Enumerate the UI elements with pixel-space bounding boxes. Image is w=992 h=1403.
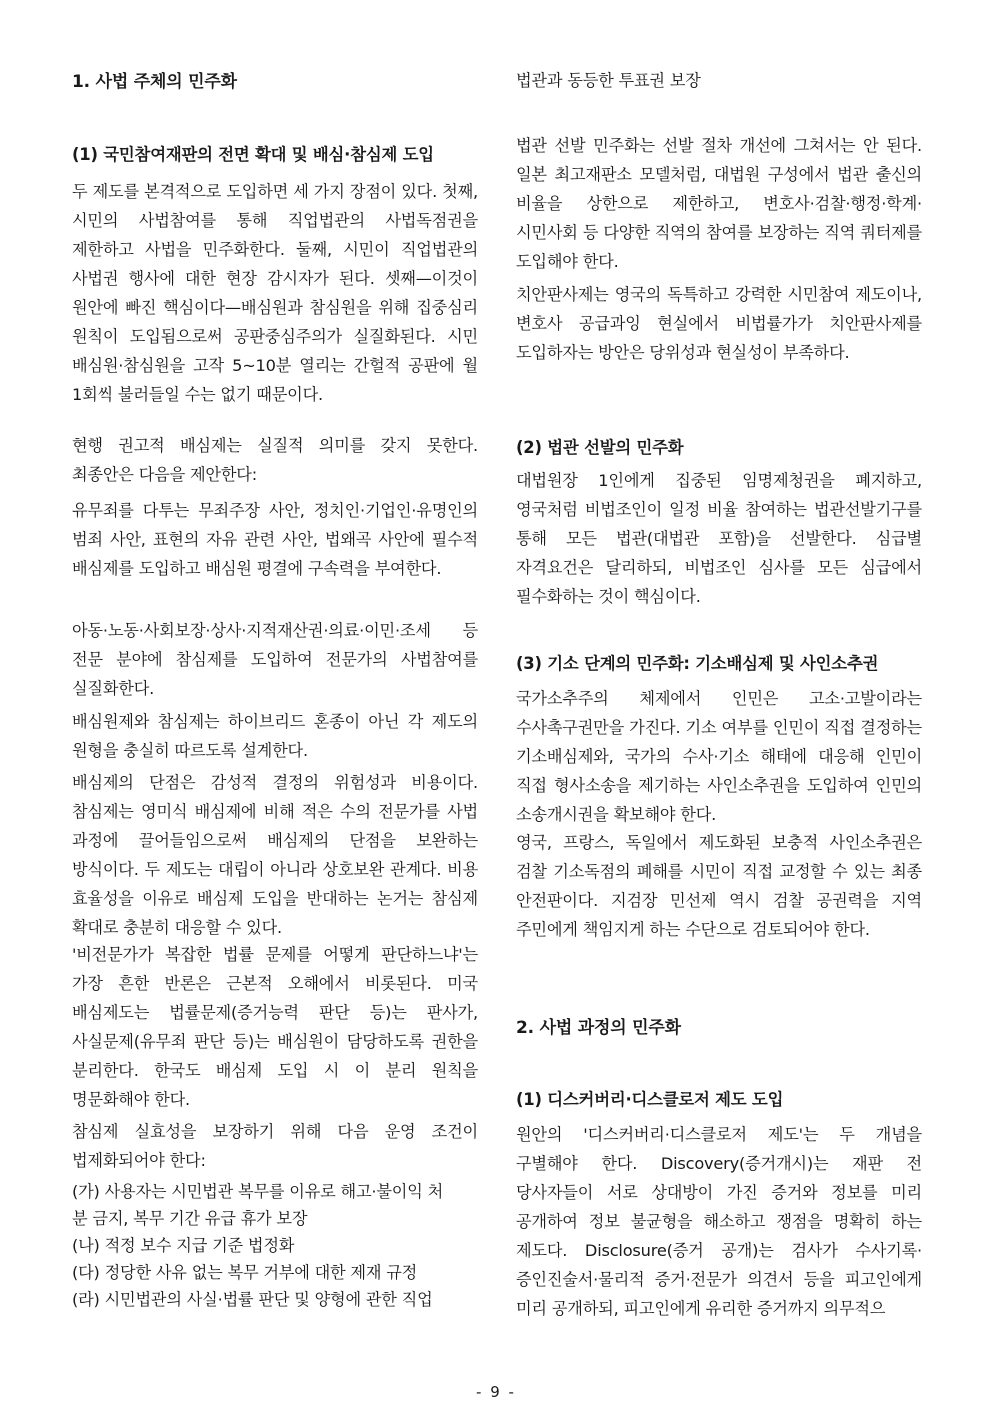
paragraph: 법관 선발 민주화는 선발 절차 개선에 그쳐서는 안 된다. 일본 최고재판소 모델처럼, 대법원 구성에서 법관 출신의 비율을 상한으로 제한하고, 변호사·검찰·행정·학계·시민사회 등 다양한 직역의 참여를 보장하는 직역 쿼터제를 도입해야 한다. (516, 136, 922, 271)
paragraph: 현행 권고적 배심제는 실질적 의미를 갖지 못한다. 최종안은 다음을 제안한다: (72, 436, 478, 484)
list-item: (가) 사용자는 시민법관 복무를 이유로 해고·불이익 처 (72, 1182, 444, 1201)
list-item: 분 금지, 복무 기간 유급 휴가 보장 (72, 1209, 308, 1228)
paragraph: 배심원제와 참심제는 하이브리드 혼종이 아닌 각 제도의 원형을 충실히 따르도록 설계한다. (72, 712, 478, 760)
paragraph: 두 제도를 본격적으로 도입하면 세 가지 장점이 있다. 첫째, 시민의 사법참여를 통해 직업법관의 사법독점권을 제한하고 사법을 민주화한다. 둘째, 시민이 직업법관의 사법권 행사에 대한 현장 감시자가 된다. 셋째—이것이 원안에 빠진 핵심이다—배심원과 참심원을 위해 집중심리 원칙이 도입됨으로써 공판중심주의가 실질화된다. 시민 배심원·참심원을 고작 5~10분 열리는 간헐적 공판에 월 1회씩 불러들일 수는 없기 때문이다. (72, 182, 478, 404)
subsection-3-heading: (3) 기소 단계의 민주화: 기소배심제 및 사인소추권 (516, 654, 879, 673)
subsection-4-heading: (1) 디스커버리·디스클로저 제도 도입 (516, 1090, 784, 1109)
list-item: (다) 정당한 사유 없는 복무 거부에 대한 제재 규정 (72, 1263, 418, 1282)
paragraph: 대법원장 1인에게 집중된 임명제청권을 폐지하고, 영국처럼 비법조인이 일정 비율 참여하는 법관선발기구를 통해 모든 법관(대법관 포함)을 선발한다. 심급별 자격요건은 달리하되, 비법조인 심사를 모든 심급에서 필수화하는 것이 핵심이다. (516, 471, 922, 606)
paragraph-continued: 법관과 동등한 투표권 보장 (516, 71, 701, 90)
paragraph: 참심제 실효성을 보장하기 위해 다음 운영 조건이 법제화되어야 한다: (72, 1122, 478, 1170)
section-2-heading: 2. 사법 과정의 민주화 (516, 1018, 681, 1038)
paragraph: 국가소추주의 체제에서 인민은 고소·고발이라는 수사촉구권만을 가진다. 기소 여부를 인민이 직접 결정하는 기소배심제와, 국가의 수사·기소 해태에 대응해 인민이 직접 형사소송을 제기하는 사인소추권을 도입하여 인민의 소송개시권을 확보해야 한다. (516, 689, 922, 824)
paragraph: 배심제의 단점은 감성적 결정의 위험성과 비용이다. 참심제는 영미식 배심제에 비해 적은 수의 전문가를 사법 과정에 끌어들임으로써 배심제의 단점을 보완하는 방식이다. 두 제도는 대립이 아니라 상호보완 관계다. 비용 효율성을 이유로 배심제 도입을 반대하는 논거는 참심제 확대로 충분히 대응할 수 있다. (72, 773, 478, 937)
page-number: - 9 - (476, 1383, 516, 1401)
paragraph: '비전문가가 복잡한 법률 문제를 어떻게 판단하느냐'는 가장 흔한 반론은 근본적 오해에서 비롯된다. 미국 배심제도는 법률문제(증거능력 판단 등)는 판사가, 사실문제(유무죄 판단 등)는 배심원이 담당하도록 권한을 분리한다. 한국도 배심제 도입 시 이 분리 원칙을 명문화해야 한다. (72, 945, 478, 1109)
list-item: (라) 시민법관의 사실·법률 판단 및 양형에 관한 직업 (72, 1290, 433, 1309)
subsection-2-heading: (2) 법관 선발의 민주화 (516, 438, 684, 457)
section-1-heading: 1. 사법 주체의 민주화 (72, 72, 237, 92)
paragraph: 아동·노동·사회보장·상사·지적재산권·의료·이민·조세 등 전문 분야에 참심제를 도입하여 전문가의 사법참여를 실질화한다. (72, 621, 478, 698)
paragraph: 유무죄를 다투는 무죄주장 사안, 정치인·기업인·유명인의 범죄 사안, 표현의 자유 관련 사안, 법왜곡 사안에 필수적 배심제를 도입하고 배심원 평결에 구속력을 부여한다. (72, 501, 478, 578)
list-item: (나) 적정 보수 지급 기준 법정화 (72, 1236, 295, 1255)
paragraph: 영국, 프랑스, 독일에서 제도화된 보충적 사인소추권은 검찰 기소독점의 폐해를 시민이 직접 교정할 수 있는 최종 안전판이다. 지검장 민선제 역시 검찰 공권력을 지역 주민에게 책임지게 하는 수단으로 검토되어야 한다. (516, 833, 922, 939)
paragraph: 치안판사제는 영국의 독특하고 강력한 시민참여 제도이나, 변호사 공급과잉 현실에서 비법률가가 치안판사제를 도입하자는 방안은 당위성과 현실성이 부족하다. (516, 285, 922, 362)
paragraph: 원안의 '디스커버리·디스클로저 제도'는 두 개념을 구별해야 한다. Discovery(증거개시)는 재판 전 당사자들이 서로 상대방이 가진 증거와 정보를 미리 공개하여 정보 불균형을 해소하고 쟁점을 명확히 하는 제도다. Disclosure(증거 공개)는 검사가 수사기록·증인진술서·물리적 증거·전문가 의견서 등을 피고인에게 미리 공개하되, 피고인에게 유리한 증거까지 의무적으 (516, 1125, 922, 1318)
subsection-1-heading: (1) 국민참여재판의 전면 확대 및 배심·참심제 도입 (72, 145, 434, 164)
